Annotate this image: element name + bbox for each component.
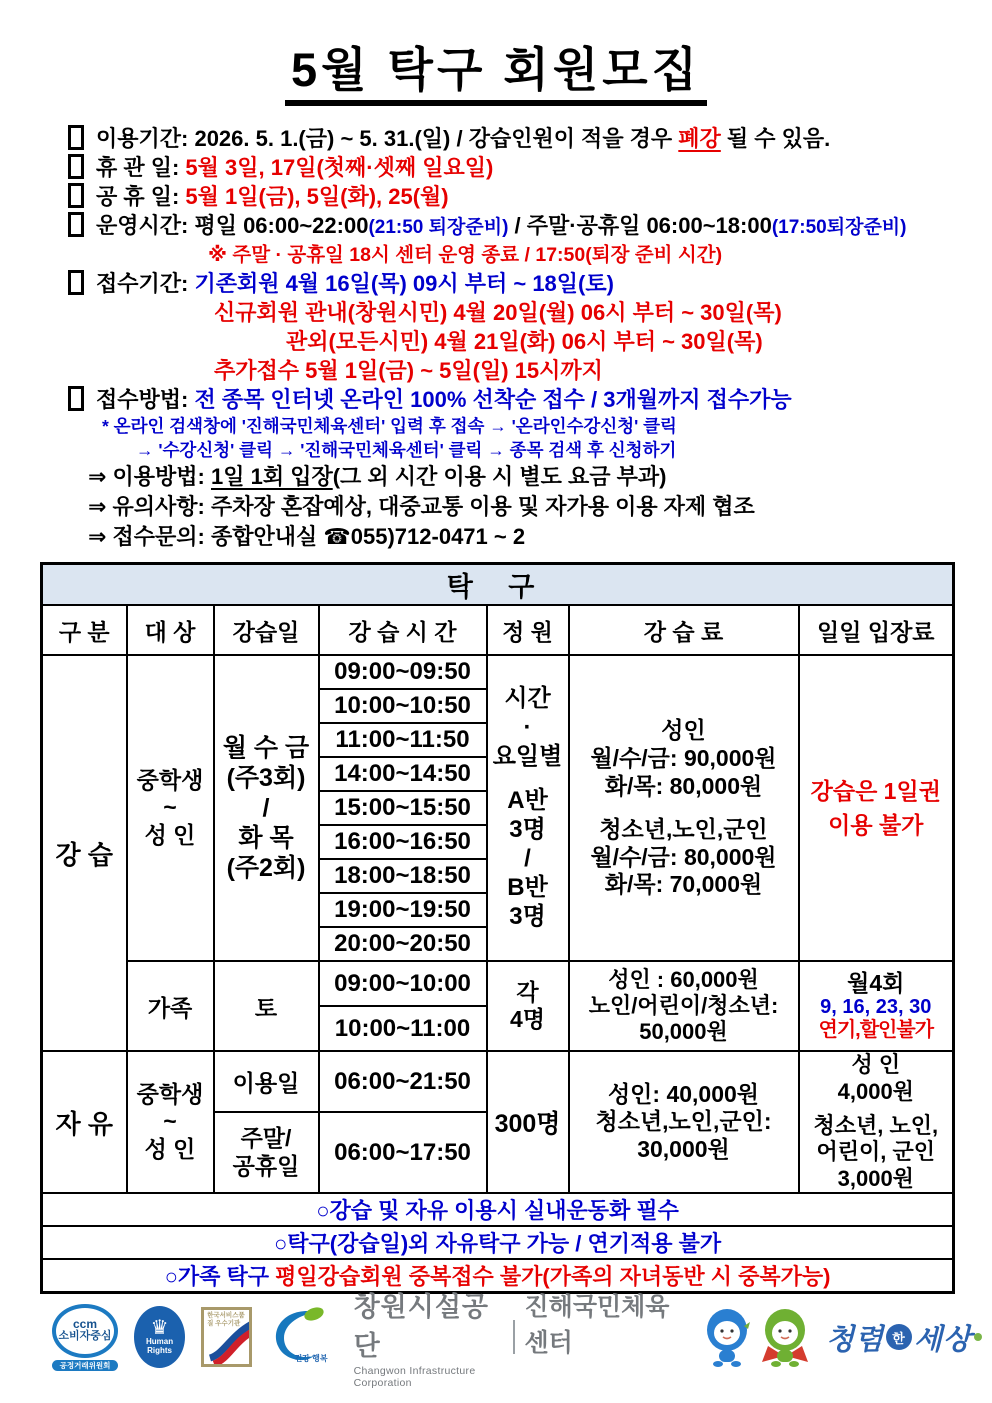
target-line: 성 인 <box>144 821 196 848</box>
fee-line: 성인 : 60,000원 <box>608 966 759 992</box>
daily-line: 월4회 <box>847 969 905 996</box>
col-daily-fee: 일일 입장료 <box>799 605 954 655</box>
daily-fee-gangseup <box>799 655 954 961</box>
line-caution: ⇒ 유의사항: 주차장 혼잡예상, 대중교통 이용 및 자가용 이용 자제 협조 <box>88 493 755 519</box>
ccm-consumer-logo <box>52 1304 118 1371</box>
registration-label: 접수기간: <box>96 270 195 296</box>
gubun-free: 자 유 <box>42 1051 127 1193</box>
capacity-line: 시간 <box>504 685 551 712</box>
program-table <box>40 562 955 1294</box>
method-value: 전 종목 인터넷 온라인 100% 선착순 접수 / 3개월까지 접수가능 <box>194 386 792 412</box>
daily-line: 강습은 1일권 <box>810 777 941 804</box>
time-slot: 16:00~16:50 <box>319 825 487 859</box>
fee-line: 청소년,노인,군인 <box>599 816 768 843</box>
col-gubun: 구 분 <box>42 605 127 655</box>
col-capacity: 정 원 <box>487 605 569 655</box>
usage-period-tail: 될 수 있음. <box>720 125 831 151</box>
capacity-free: 300명 <box>487 1051 569 1193</box>
divider <box>513 1320 515 1354</box>
fee-family <box>569 961 799 1051</box>
fee-line: 50,000원 <box>639 1019 728 1045</box>
days-line: / <box>262 794 270 823</box>
usage-period-value: 2026. 5. 1.(금) ~ 5. 31.(일) / 강습인원이 적을 경우 <box>194 125 679 151</box>
time-slot: 09:00~10:00 <box>319 961 487 1006</box>
note-text-warning: 평일강습회원 중복접수 불가(가족의 자녀동반 시 중복가능) <box>275 1264 831 1290</box>
registration-new-outside: 관외(모든시민) 4월 21일(화) 06시 부터 ~ 30일(목) <box>286 328 763 354</box>
mascots <box>704 1306 810 1368</box>
table-row-free <box>42 1051 954 1112</box>
health-label: 건강 행복 <box>294 1354 328 1364</box>
slogan-badge: 한 <box>886 1324 912 1350</box>
capacity-family <box>487 961 569 1051</box>
table-title: 탁 구 <box>42 563 954 605</box>
col-target: 대 상 <box>127 605 214 655</box>
note-row <box>42 1226 954 1259</box>
closed-days-label: 휴 관 일: <box>96 154 186 180</box>
holidays-label: 공 휴 일: <box>96 183 186 209</box>
daily-fee-family <box>799 961 954 1051</box>
online-guide-1: * 온라인 검색창에 '진해국민체육센터' 입력 후 접속 → '온라인수강신청' 클릭 <box>102 415 677 436</box>
line-closed-days <box>68 153 952 182</box>
time-slot: 10:00~10:50 <box>319 689 487 723</box>
capacity-line: 4명 <box>509 1006 545 1033</box>
green-mascot-icon <box>760 1306 810 1368</box>
note-text: ○가족 탁구 <box>164 1264 276 1290</box>
service-quality-label: 한국서비스품질 우수기관 <box>207 1312 245 1328</box>
col-fee: 강 습 료 <box>569 605 799 655</box>
line-hours <box>68 211 952 242</box>
title-wrap <box>40 44 952 106</box>
time-slot: 09:00~09:50 <box>319 655 487 689</box>
registration-existing: 기존회원 4월 16일(목) 09시 부터 ~ 18일(토) <box>194 270 614 296</box>
fee-line: 화/목: 70,000원 <box>604 871 763 898</box>
ccm-title: 소비자중심 <box>58 1329 112 1342</box>
line-usage-period <box>68 124 952 153</box>
capacity-line: 3명 <box>509 902 546 930</box>
ccm-circle-icon <box>52 1304 118 1358</box>
time-slot: 20:00~20:50 <box>319 927 487 961</box>
target-line: ~ <box>163 1108 177 1135</box>
target-line: 성 인 <box>144 1135 196 1162</box>
fee-line: 성인: 40,000원 <box>607 1080 760 1107</box>
clean-world-slogan <box>826 1317 982 1358</box>
time-slot: 19:00~19:50 <box>319 893 487 927</box>
usage-method-entry: 1일 1회 입장 <box>211 463 333 489</box>
fee-line: 30,000원 <box>637 1135 730 1162</box>
center-name-kr: 진해국민체육센터 <box>524 1293 670 1357</box>
weekend-close-notice: ※ 주말 · 공휴일 18시 센터 운영 종료 / 17:50(퇴장 준비 시간) <box>208 243 723 266</box>
daily-line: 4,000원 <box>837 1078 914 1104</box>
checkbox-icon <box>68 183 84 208</box>
target-line: 중학생 <box>136 1080 204 1107</box>
footer-logos <box>0 1293 992 1403</box>
fee-line: 노인/어린이/청소년: <box>588 992 779 1018</box>
usage-method-note: (그 외 시간 이용 시 별도 요금 부과) <box>332 463 667 489</box>
capacity-line: 각 <box>516 978 539 1005</box>
time-slot: 06:00~21:50 <box>319 1051 487 1112</box>
checkbox-icon <box>68 154 84 179</box>
online-guide-2: → '수강신청' 클릭 → '진해국민체육센터' 클릭 → 종목 검색 후 신청하기 <box>136 439 677 460</box>
line-registration-method <box>68 385 952 414</box>
fee-line: 성인 <box>661 717 706 744</box>
target-free <box>127 1051 214 1193</box>
table-row-family <box>42 961 954 1006</box>
table-header-row <box>42 605 954 655</box>
method-label: 접수방법: <box>96 386 195 412</box>
fee-line: 월/수/금: 80,000원 <box>590 843 777 870</box>
time-slot: 06:00~17:50 <box>319 1112 487 1193</box>
fee-gangseup <box>569 655 799 961</box>
time-slot: 18:00~18:50 <box>319 859 487 893</box>
line-holidays <box>68 182 952 211</box>
closed-days-value: 5월 3일, 17일(첫째·셋째 일요일) <box>185 154 494 180</box>
daily-line: 어린이, 군인 <box>816 1139 936 1165</box>
line-usage-method <box>88 462 952 492</box>
daily-line: 성 인 <box>851 1052 901 1078</box>
capacity-line: A반 <box>507 787 548 815</box>
hours-weekday-note: (21:50 퇴장준비) <box>368 216 509 238</box>
registration-new-local: 신규회원 관내(창원시민) 4월 20일(월) 06시 부터 ~ 30일(목) <box>214 299 782 325</box>
time-slot: 11:00~11:50 <box>319 723 487 757</box>
fee-line: 월/수/금: 90,000원 <box>590 745 777 771</box>
registration-additional: 추가접수 5월 1일(금) ~ 5일(일) 15시까지 <box>214 357 603 383</box>
daily-line: 3,000원 <box>837 1165 914 1191</box>
slogan-part-b: 세상 <box>913 1323 972 1356</box>
checkbox-icon <box>68 270 84 295</box>
hours-label: 운영시간: <box>96 212 195 238</box>
blue-mascot-icon <box>704 1306 750 1368</box>
ccm-band-label: 공정거래위원회 <box>52 1360 118 1371</box>
line-registration-period <box>68 269 952 298</box>
slogan-dot-icon <box>974 1333 982 1341</box>
health-happiness-logo <box>268 1304 330 1370</box>
note-1 <box>42 1193 954 1226</box>
holidays-value: 5월 1일(금), 5일(화), 25(월) <box>185 183 449 209</box>
daily-line: 이용 불가 <box>828 812 924 839</box>
days-family: 토 <box>214 961 319 1051</box>
note-2 <box>42 1226 954 1259</box>
col-days: 강습일 <box>214 605 319 655</box>
human-rights-label: Human Rights <box>145 1337 174 1355</box>
days-line: (주3회) <box>226 764 306 793</box>
note-text: ○강습 및 자유 이용시 실내운동화 필수 <box>316 1198 679 1224</box>
target-line: ~ <box>163 794 177 821</box>
service-quality-logo <box>201 1307 252 1367</box>
slogan-part-a: 청렴 <box>825 1323 884 1356</box>
line-contact: ⇒ 접수문의: 종합안내실 ☎055)712-0471 ~ 2 <box>88 523 526 549</box>
table-row <box>42 655 954 689</box>
days-line: (주2회) <box>226 854 306 883</box>
gubun-gangseup: 강 습 <box>42 655 127 1051</box>
capacity-line: / <box>524 844 531 872</box>
time-slot: 15:00~15:50 <box>319 791 487 825</box>
human-rights-logo <box>134 1306 185 1368</box>
note-text: ○탁구(강습일)외 자유탁구 가능 / 연기적용 불가 <box>273 1231 722 1257</box>
time-slot: 10:00~11:00 <box>319 1006 487 1051</box>
checkbox-icon <box>68 125 84 150</box>
fee-free <box>569 1051 799 1193</box>
note-row <box>42 1193 954 1226</box>
org-lockup <box>354 1285 682 1389</box>
daily-line: 청소년, 노인, <box>813 1112 939 1138</box>
fee-line: 청소년,노인,군인: <box>595 1108 772 1135</box>
capacity-line: B반 <box>507 873 548 901</box>
ccm-label: ccm <box>72 1316 98 1331</box>
fee-line: 화/목: 80,000원 <box>604 772 763 799</box>
daily-dates: 9, 16, 23, 30 <box>820 996 932 1019</box>
ribbon-icon <box>204 1314 252 1367</box>
usage-period-cancel: 폐강 <box>678 125 721 151</box>
hours-weekday: 평일 06:00~22:00 <box>194 212 369 238</box>
org-name-kr: 창원시설공단 <box>353 1292 490 1361</box>
org-name-en: Changwon Infrastructure Corporation <box>353 1365 476 1389</box>
hours-weekend: / 주말·공휴일 06:00~18:00 <box>508 212 772 238</box>
capacity-gangseup <box>487 655 569 961</box>
daily-no-discount: 연기,할인불가 <box>818 1019 934 1042</box>
capacity-line: 요일별 <box>492 742 563 770</box>
info-block <box>40 124 952 552</box>
daily-fee-free <box>799 1051 954 1193</box>
human-figure-icon: ♛ <box>150 1317 169 1340</box>
usage-period-label: 이용기간: <box>96 125 195 151</box>
checkbox-icon <box>68 212 84 237</box>
hours-weekend-note: (17:50퇴장준비) <box>771 216 907 238</box>
capacity-line: · <box>523 713 532 741</box>
days-line: 화 목 <box>238 824 294 853</box>
days-line: 주말/ <box>240 1124 292 1151</box>
time-slot: 14:00~14:50 <box>319 757 487 791</box>
page-title: 5월 탁구 회원모집 <box>285 44 707 106</box>
days-gangseup <box>214 655 319 961</box>
days-free-weekend <box>214 1112 319 1193</box>
days-line: 공휴일 <box>232 1152 300 1179</box>
checkbox-icon <box>68 386 84 411</box>
target-family: 가족 <box>127 961 214 1051</box>
days-line: 월 수 금 <box>222 734 310 763</box>
usage-method-label: ⇒ 이용방법: <box>88 463 211 489</box>
org-name-block <box>354 1285 503 1389</box>
capacity-line: 3명 <box>509 816 546 844</box>
target-gangseup <box>127 655 214 961</box>
col-time: 강 습 시 간 <box>319 605 487 655</box>
target-line: 중학생 <box>136 766 204 793</box>
table-title-row <box>42 563 954 605</box>
days-free-weekday: 이용일 <box>214 1051 319 1112</box>
